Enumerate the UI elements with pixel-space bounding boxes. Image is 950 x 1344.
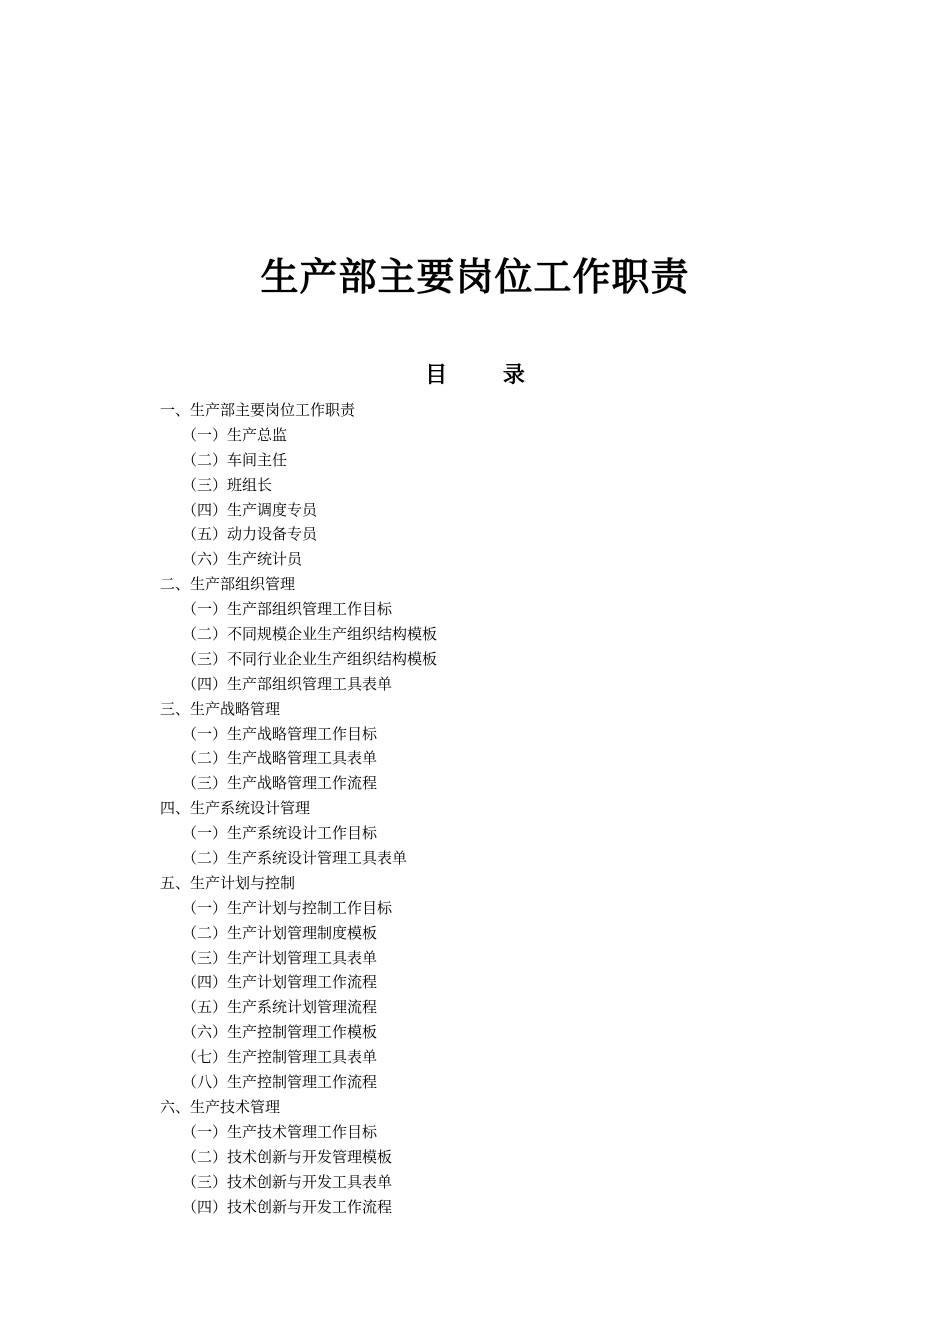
toc-subsection-item[interactable]: （一）生产部组织管理工作目标 <box>182 600 393 619</box>
toc-section-title[interactable]: 一、生产部主要岗位工作职责 <box>160 401 356 419</box>
toc-subsection-item[interactable]: （二）生产战略管理工具表单 <box>182 749 378 768</box>
toc-subsection-item[interactable]: （三）不同行业企业生产组织结构模板 <box>182 649 438 668</box>
document-title: 生产部主要岗位工作职责 <box>260 254 690 299</box>
toc-subsection-item[interactable]: （四）生产计划管理工作流程 <box>182 973 378 992</box>
toc-subsection-item[interactable]: （三）生产战略管理工作流程 <box>182 774 378 793</box>
toc-subsection-item[interactable]: （六）生产统计员 <box>182 550 303 569</box>
toc-subsection-list <box>160 821 860 871</box>
toc-subsection-item[interactable]: （二）不同规模企业生产组织结构模板 <box>182 625 438 644</box>
toc-subsection-item[interactable]: （四）技术创新与开发工作流程 <box>182 1197 393 1216</box>
toc-subsection-item[interactable]: （一）生产战略管理工作目标 <box>182 724 378 743</box>
toc-subsection-item[interactable]: （五）生产系统计划管理流程 <box>182 998 378 1017</box>
toc-subsection-item[interactable]: （三）班组长 <box>182 475 273 494</box>
toc-subsection-item[interactable]: （一）生产系统设计工作目标 <box>182 824 378 843</box>
table-of-contents <box>160 398 860 1219</box>
toc-section <box>160 398 860 572</box>
toc-subsection-item[interactable]: （八）生产控制管理工作流程 <box>182 1073 378 1092</box>
toc-subsection-item[interactable]: （一）生产总监 <box>182 425 288 444</box>
toc-subsection-item[interactable]: （二）生产计划管理制度模板 <box>182 923 378 942</box>
toc-subsection-list <box>160 1120 860 1220</box>
toc-section <box>160 697 860 797</box>
toc-section <box>160 572 860 696</box>
toc-section-title[interactable]: 二、生产部组织管理 <box>160 575 296 594</box>
toc-subsection-list <box>160 423 860 572</box>
toc-subsection-list <box>160 597 860 697</box>
toc-subsection-item[interactable]: （七）生产控制管理工具表单 <box>182 1048 378 1067</box>
toc-section <box>160 1095 860 1219</box>
toc-subsection-item[interactable]: （三）技术创新与开发工具表单 <box>182 1172 393 1191</box>
toc-subsection-item[interactable]: （六）生产控制管理工作模板 <box>182 1023 378 1042</box>
toc-subsection-item[interactable]: （二）车间主任 <box>182 450 288 469</box>
toc-subsection-list <box>160 896 860 1095</box>
toc-subsection-item[interactable]: （四）生产调度专员 <box>182 500 318 519</box>
toc-section-title[interactable]: 三、生产战略管理 <box>160 699 281 718</box>
toc-section-title[interactable]: 四、生产系统设计管理 <box>160 799 311 818</box>
toc-subsection-item[interactable]: （五）动力设备专员 <box>182 525 318 544</box>
toc-subsection-item[interactable]: （四）生产部组织管理工具表单 <box>182 674 393 693</box>
toc-subsection-item[interactable]: （一）生产计划与控制工作目标 <box>182 898 393 917</box>
toc-section-title[interactable]: 五、生产计划与控制 <box>160 873 296 892</box>
toc-subsection-item[interactable]: （二）技术创新与开发管理模板 <box>182 1147 393 1166</box>
toc-section <box>160 796 860 871</box>
toc-heading: 目 录 <box>425 362 549 388</box>
toc-section <box>160 871 860 1095</box>
toc-subsection-list <box>160 722 860 797</box>
toc-subsection-item[interactable]: （二）生产系统设计管理工具表单 <box>182 849 408 868</box>
toc-subsection-item[interactable]: （三）生产计划管理工具表单 <box>182 948 378 967</box>
toc-section-title[interactable]: 六、生产技术管理 <box>160 1097 281 1116</box>
toc-subsection-item[interactable]: （一）生产技术管理工作目标 <box>182 1122 378 1141</box>
